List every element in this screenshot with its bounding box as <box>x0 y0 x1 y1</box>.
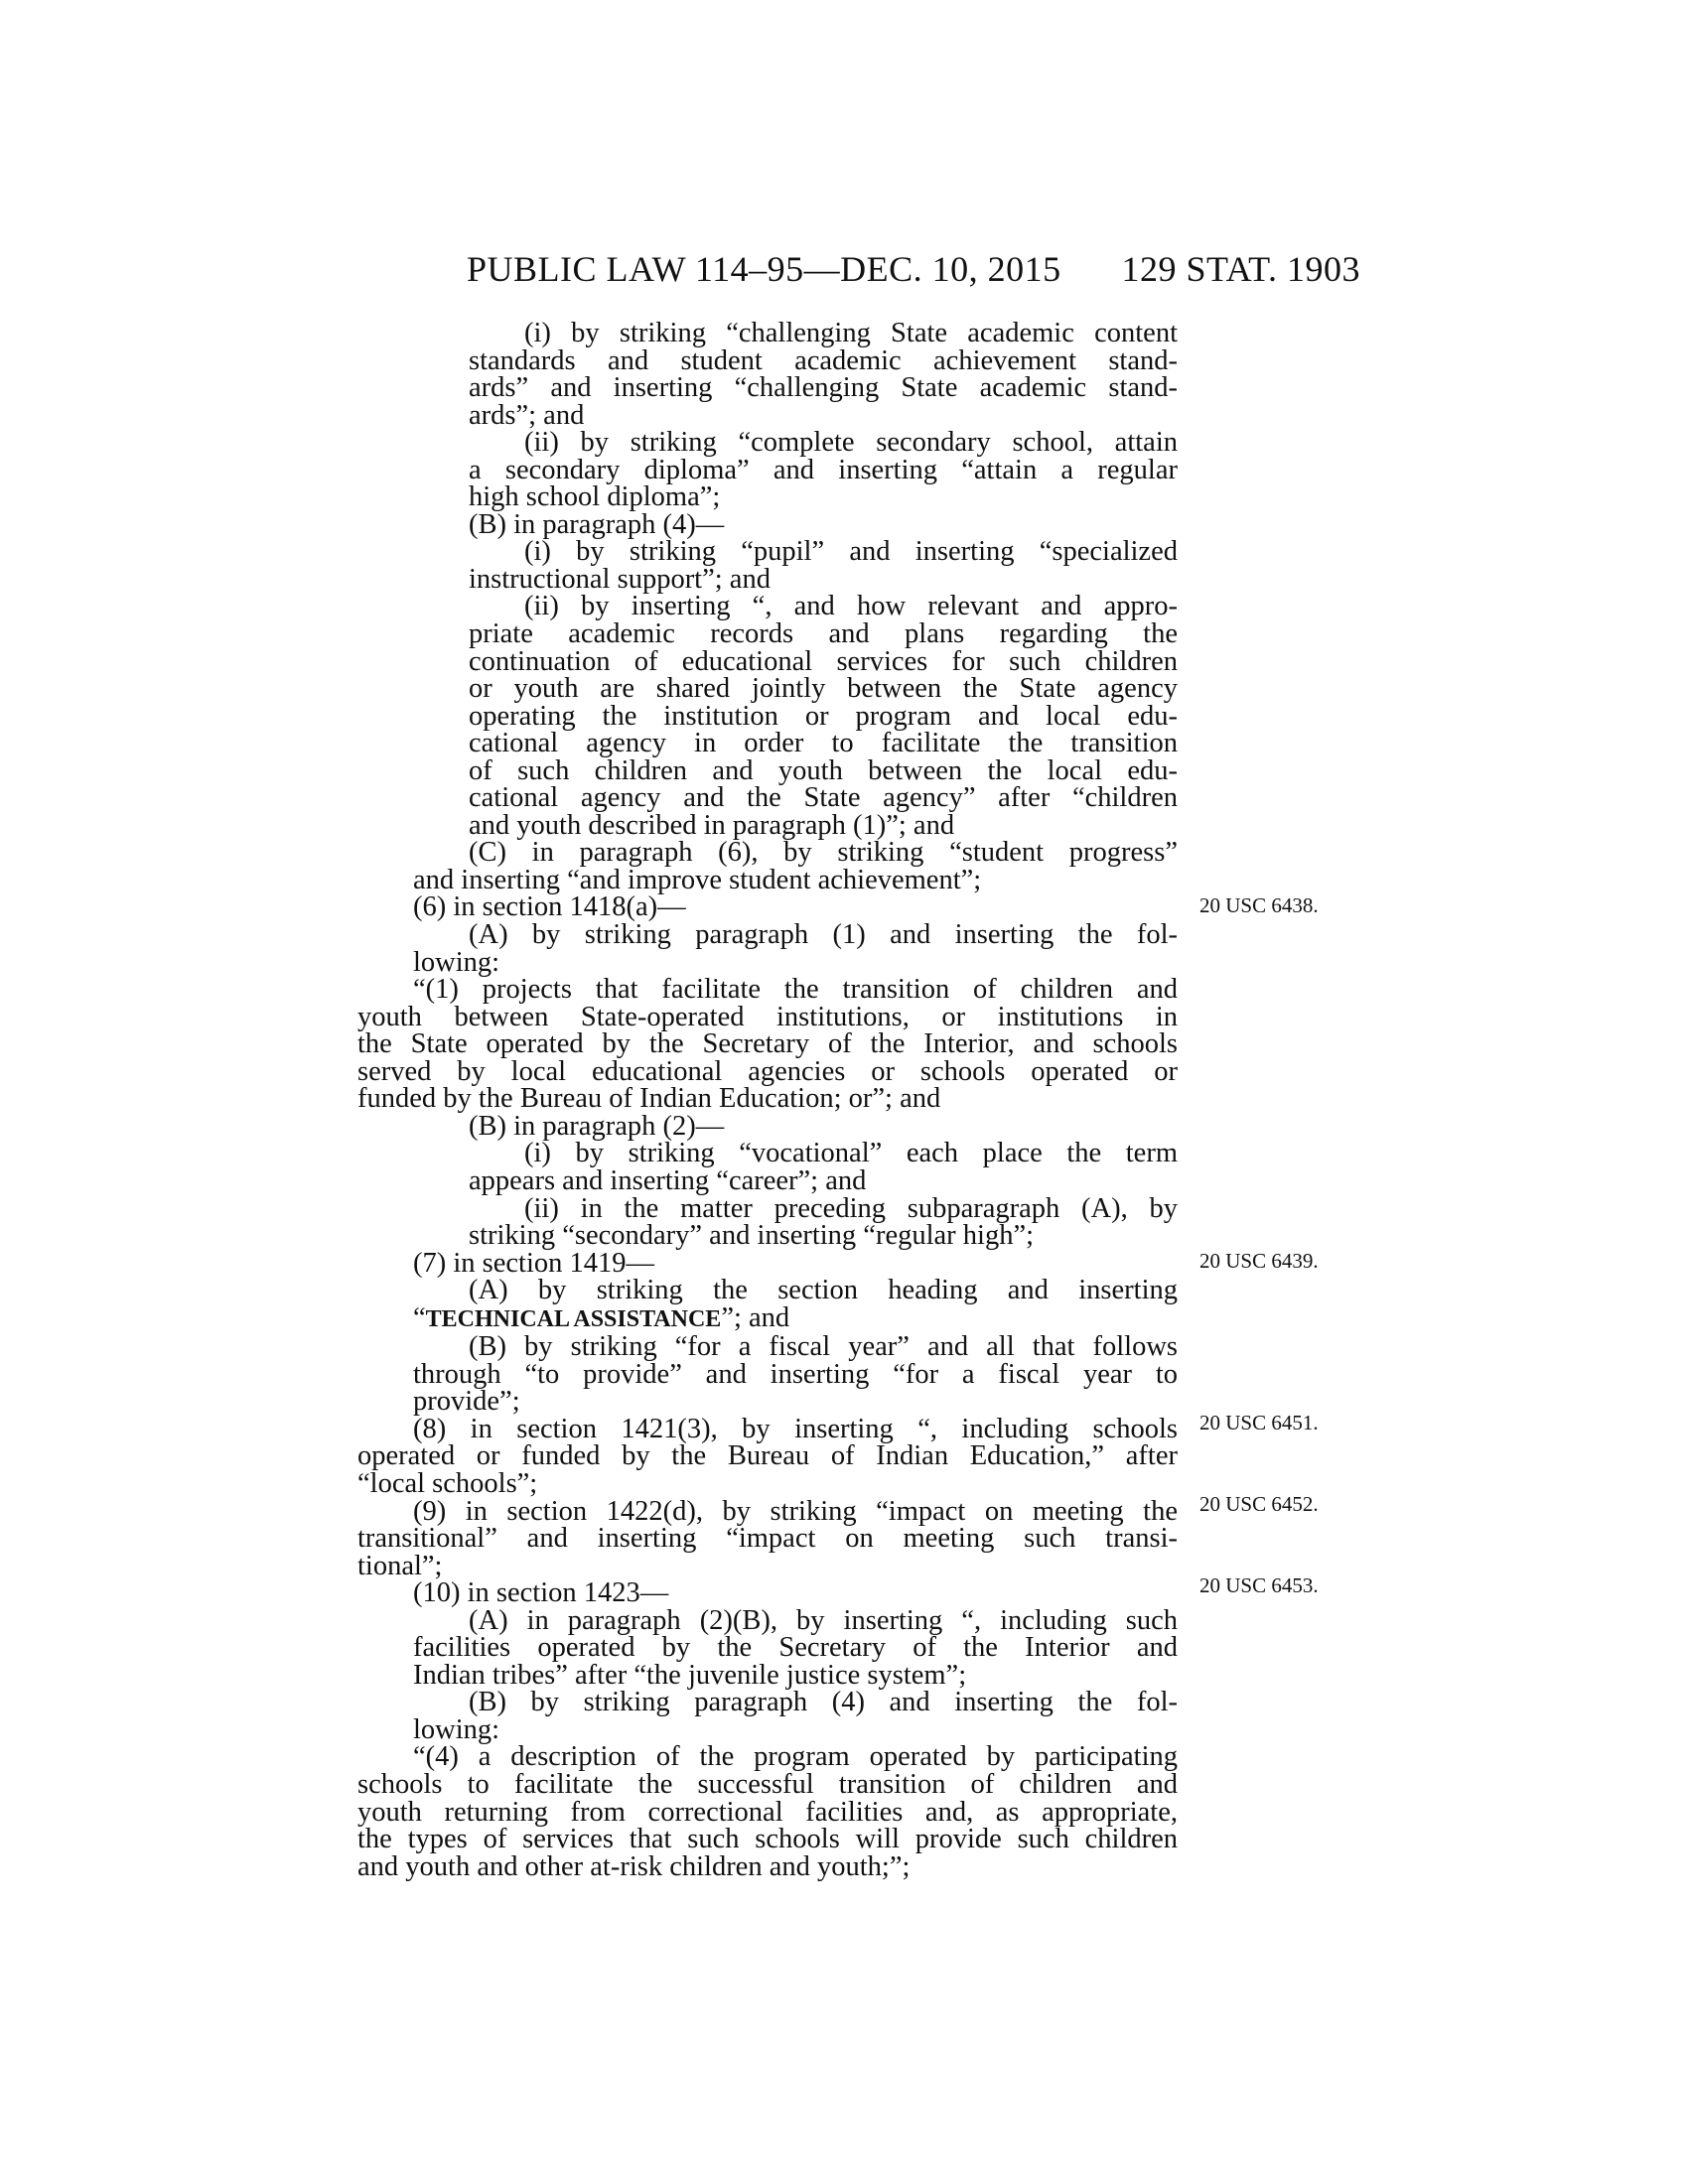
subparagraph <box>357 839 1178 893</box>
text-line: operated or funded by the Bureau of Indian Education,” after <box>357 1440 1178 1472</box>
text-line: and inserting “and improve student achievement”; <box>413 864 982 895</box>
clause <box>357 320 1178 429</box>
text-line: youth returning from correctional facilities and, as appropriate, <box>357 1796 1178 1828</box>
text-line: youth between State-operated institutions, or institutions in <box>357 1001 1178 1032</box>
text-line: cational agency and the State agency” after “children <box>469 782 1178 814</box>
section-heading-smallcaps: TECHNICAL ASSISTANCE <box>425 1305 722 1332</box>
text-line: lowing: <box>413 946 500 978</box>
document-body <box>357 320 1178 1880</box>
text-line: (i) by striking “vocational” each place the term <box>524 1138 1178 1169</box>
quoted-paragraph <box>357 976 1178 1113</box>
clause <box>357 429 1178 511</box>
text-line: Indian tribes” after “the juvenile justice system”; <box>413 1659 967 1691</box>
text-line: (B) by striking paragraph (4) and inserting the fol- <box>469 1687 1178 1718</box>
text-line: (9) in section 1422(d), by striking “impact on meeting the <box>413 1495 1178 1527</box>
text-line: (A) by striking the section heading and inserting <box>469 1275 1178 1306</box>
text-line: “local schools”; <box>357 1467 538 1499</box>
text-line: (C) in paragraph (6), by striking “student progress” <box>469 837 1178 869</box>
text-line: (8) in section 1421(3), by inserting “, including schools <box>413 1413 1178 1444</box>
text-line: of such children and youth between the local edu- <box>469 754 1178 786</box>
subparagraph <box>357 1110 1178 1142</box>
text-line: “(4) a description of the program operated by participating <box>413 1741 1178 1773</box>
text-line: the types of services that such schools will provide such children <box>357 1824 1178 1855</box>
text-line: the State operated by the Secretary of the Interior, and schools <box>357 1028 1178 1060</box>
paragraph <box>357 1247 1178 1279</box>
open-quote: “ <box>413 1301 426 1333</box>
margin-note: 20 USC 6452. <box>1199 1492 1319 1516</box>
text-line: “(1) projects that facilitate the transition of children and <box>413 974 1178 1006</box>
text-line: lowing: <box>413 1713 500 1745</box>
text-line: striking “secondary” and inserting “regular high”; <box>469 1220 1035 1252</box>
clause <box>357 593 1178 839</box>
paragraph <box>357 893 1178 921</box>
text-line: (7) in section 1419— <box>413 1247 655 1279</box>
subparagraph <box>357 1333 1178 1416</box>
text-line: provide”; <box>413 1386 520 1418</box>
subparagraph <box>357 1277 1178 1333</box>
text-line: funded by the Bureau of Indian Education; or”; and <box>357 1083 941 1115</box>
paragraph <box>357 1413 1178 1499</box>
text-line: ards”; and <box>469 399 585 431</box>
paragraph <box>357 1495 1178 1581</box>
text-line: and youth described in paragraph (1)”; and <box>469 809 955 841</box>
subparagraph <box>357 921 1178 976</box>
quoted-paragraph <box>357 1743 1178 1880</box>
page-header-stat: 129 STAT. 1903 <box>1121 249 1360 289</box>
text-line: operating the institution or program and local edu- <box>469 700 1178 732</box>
text-line: priate academic records and plans regarding the <box>469 618 1178 650</box>
text-line: transitional” and inserting “impact on meeting such transi- <box>357 1523 1178 1555</box>
text-line: or youth are shared jointly between the State agency <box>469 673 1178 705</box>
paragraph <box>357 1579 1178 1607</box>
text-line: cational agency in order to facilitate the transition <box>469 728 1178 759</box>
text-line: high school diploma”; <box>469 481 721 513</box>
text-line: (ii) by inserting “, and how relevant and appro- <box>524 591 1178 622</box>
text-line <box>413 1301 1178 1334</box>
text-line: and youth and other at-risk children and youth;”; <box>357 1850 911 1882</box>
text-line: (6) in section 1418(a)— <box>413 891 686 923</box>
text-line: schools to facilitate the successful transition of children and <box>357 1768 1178 1800</box>
clause <box>357 1192 1178 1252</box>
text-line: (A) by striking paragraph (1) and inserting the fol- <box>469 919 1178 951</box>
page-header-title: PUBLIC LAW 114–95—DEC. 10, 2015 <box>467 249 1061 289</box>
text-fragment: ”; and <box>721 1301 790 1333</box>
text-line: continuation of educational services for such children <box>469 645 1178 677</box>
text-line: (i) by striking “pupil” and inserting “specialized <box>524 536 1178 568</box>
text-line: (A) in paragraph (2)(B), by inserting “, including such <box>469 1604 1178 1636</box>
subparagraph <box>357 1604 1178 1691</box>
text-line: (i) by striking “challenging State academic content <box>524 318 1178 348</box>
text-line: through “to provide” and inserting “for a fiscal year to <box>413 1358 1178 1390</box>
text-line: standards and student academic achievement stand- <box>469 344 1178 376</box>
text-line: served by local educational agencies or schools operated or <box>357 1055 1178 1087</box>
margin-note: 20 USC 6439. <box>1199 1249 1319 1273</box>
text-line: (B) in paragraph (2)— <box>469 1110 725 1142</box>
text-line: ards” and inserting “challenging State academic stand- <box>469 372 1178 404</box>
text-line: (10) in section 1423— <box>413 1577 669 1609</box>
text-line: facilities operated by the Secretary of the Interior and <box>413 1632 1178 1664</box>
text-line: a secondary diploma” and inserting “attain a regular <box>469 454 1178 485</box>
margin-note: 20 USC 6453. <box>1199 1573 1319 1597</box>
text-line: appears and inserting “career”; and <box>469 1164 867 1196</box>
subparagraph <box>357 508 1178 540</box>
margin-note: 20 USC 6451. <box>1199 1411 1319 1434</box>
text-line: (B) in paragraph (4)— <box>469 508 725 540</box>
text-line: tional”; <box>357 1550 443 1581</box>
clause <box>357 1140 1178 1194</box>
text-line: (ii) in the matter preceding subparagraph (A), by <box>524 1192 1178 1224</box>
text-line: (ii) by striking “complete secondary school, attain <box>524 427 1178 459</box>
text-line: instructional support”; and <box>469 563 771 595</box>
clause <box>357 538 1178 593</box>
text-line: (B) by striking “for a fiscal year” and all that follows <box>469 1331 1178 1363</box>
margin-note: 20 USC 6438. <box>1199 893 1319 917</box>
subparagraph <box>357 1689 1178 1743</box>
